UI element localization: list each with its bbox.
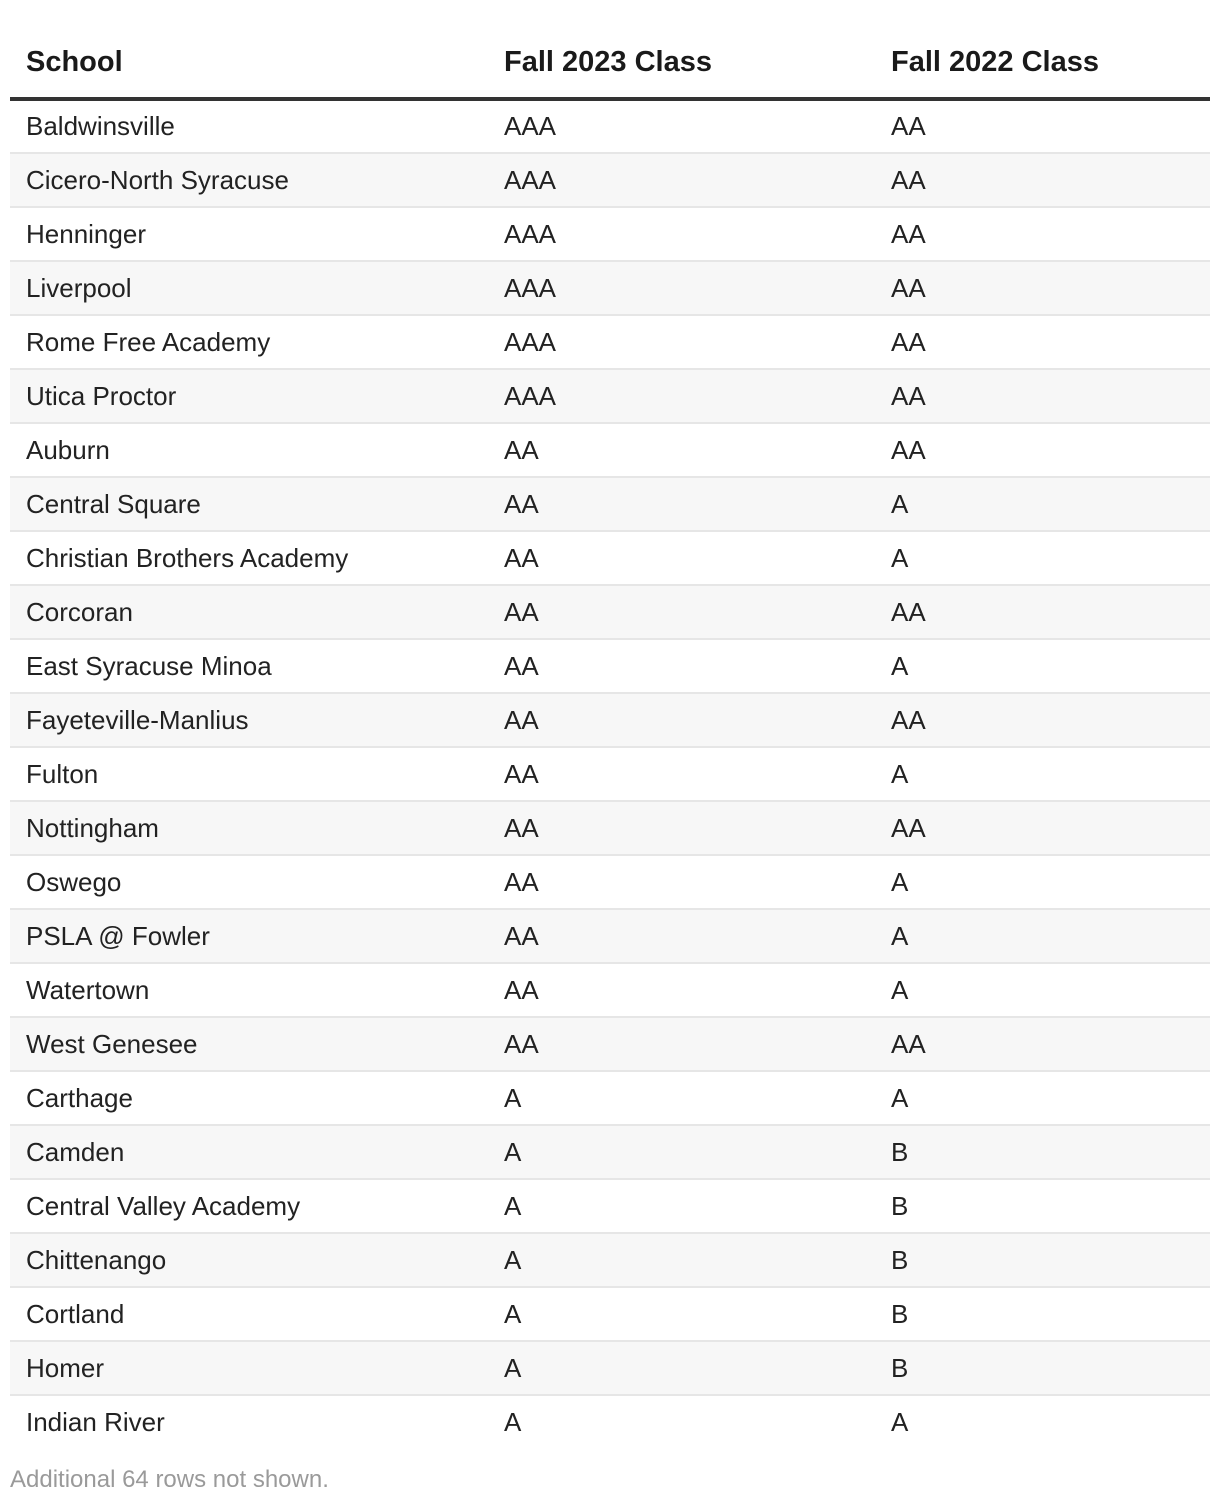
cell-school: Utica Proctor bbox=[10, 369, 488, 423]
table-row bbox=[10, 693, 1210, 747]
cell-fall-2023-class: AA bbox=[488, 963, 875, 1017]
cell-fall-2022-class: AA bbox=[875, 801, 1210, 855]
table-row bbox=[10, 1017, 1210, 1071]
column-header-fall-2023-class: Fall 2023 Class bbox=[488, 0, 875, 99]
cell-school: Baldwinsville bbox=[10, 99, 488, 153]
cell-school: Oswego bbox=[10, 855, 488, 909]
cell-fall-2022-class: AA bbox=[875, 585, 1210, 639]
cell-school: East Syracuse Minoa bbox=[10, 639, 488, 693]
cell-fall-2023-class: AA bbox=[488, 585, 875, 639]
cell-fall-2022-class: A bbox=[875, 639, 1210, 693]
cell-fall-2022-class: AA bbox=[875, 315, 1210, 369]
cell-fall-2022-class: AA bbox=[875, 261, 1210, 315]
cell-school: Central Square bbox=[10, 477, 488, 531]
cell-fall-2023-class: AAA bbox=[488, 207, 875, 261]
column-header-fall-2022-class: Fall 2022 Class bbox=[875, 0, 1210, 99]
cell-fall-2022-class: A bbox=[875, 855, 1210, 909]
cell-school: Watertown bbox=[10, 963, 488, 1017]
cell-fall-2022-class: AA bbox=[875, 369, 1210, 423]
cell-fall-2022-class: AA bbox=[875, 693, 1210, 747]
table-row bbox=[10, 207, 1210, 261]
cell-fall-2023-class: AA bbox=[488, 1017, 875, 1071]
table-row bbox=[10, 1341, 1210, 1395]
cell-fall-2022-class: AA bbox=[875, 207, 1210, 261]
table-row bbox=[10, 315, 1210, 369]
cell-school: Liverpool bbox=[10, 261, 488, 315]
cell-fall-2022-class: A bbox=[875, 963, 1210, 1017]
rows-not-shown-note: Additional 64 rows not shown. bbox=[10, 1466, 329, 1493]
table-header bbox=[10, 0, 1210, 99]
cell-school: Camden bbox=[10, 1125, 488, 1179]
table-row bbox=[10, 909, 1210, 963]
cell-fall-2023-class: AAA bbox=[488, 153, 875, 207]
table-body bbox=[10, 99, 1210, 1449]
cell-school: Homer bbox=[10, 1341, 488, 1395]
cell-fall-2022-class: B bbox=[875, 1125, 1210, 1179]
table-row bbox=[10, 639, 1210, 693]
table-row bbox=[10, 585, 1210, 639]
cell-fall-2023-class: AA bbox=[488, 693, 875, 747]
cell-fall-2023-class: A bbox=[488, 1125, 875, 1179]
cell-school: West Genesee bbox=[10, 1017, 488, 1071]
cell-fall-2022-class: A bbox=[875, 1071, 1210, 1125]
cell-fall-2022-class: B bbox=[875, 1179, 1210, 1233]
cell-fall-2022-class: A bbox=[891, 1407, 909, 1437]
table-row bbox=[10, 1179, 1210, 1233]
table-row bbox=[10, 261, 1210, 315]
table-row bbox=[10, 1125, 1210, 1179]
cell-fall-2023-class: AAA bbox=[488, 261, 875, 315]
cell-fall-2023-class: A bbox=[488, 1233, 875, 1287]
table-row bbox=[10, 423, 1210, 477]
cell-fall-2023-class: AA bbox=[488, 639, 875, 693]
cell-fall-2023-class: AA bbox=[488, 423, 875, 477]
cell-fall-2022-class: A bbox=[875, 477, 1210, 531]
cell-fall-2023-class: A bbox=[504, 1407, 522, 1437]
cell-fall-2022-class: A bbox=[875, 909, 1210, 963]
cell-school: Central Valley Academy bbox=[10, 1179, 488, 1233]
cell-school: Corcoran bbox=[10, 585, 488, 639]
cell-school: PSLA @ Fowler bbox=[10, 909, 488, 963]
cell-fall-2022-class: AA bbox=[875, 423, 1210, 477]
cell-fall-2022-class: B bbox=[875, 1233, 1210, 1287]
table-row bbox=[10, 477, 1210, 531]
cell-fall-2023-class: AA bbox=[488, 477, 875, 531]
cell-fall-2022-class: B bbox=[875, 1341, 1210, 1395]
cell-school: Cortland bbox=[10, 1287, 488, 1341]
table-header-row bbox=[10, 0, 1210, 99]
cell-school: Cicero-North Syracuse bbox=[10, 153, 488, 207]
cell-fall-2022-class: B bbox=[875, 1287, 1210, 1341]
cell-fall-2022-class: AA bbox=[875, 1017, 1210, 1071]
cell-fall-2023-class: AAA bbox=[488, 315, 875, 369]
table-row bbox=[10, 99, 1210, 153]
table-row bbox=[10, 1395, 1210, 1449]
table-row bbox=[10, 855, 1210, 909]
cell-school: Indian River bbox=[26, 1407, 165, 1437]
cell-school: Fayeteville-Manlius bbox=[10, 693, 488, 747]
cell-fall-2023-class: AAA bbox=[488, 99, 875, 153]
table-row bbox=[10, 747, 1210, 801]
cell-school: Nottingham bbox=[10, 801, 488, 855]
table-row bbox=[10, 1287, 1210, 1341]
cell-fall-2023-class: AA bbox=[488, 855, 875, 909]
cell-fall-2023-class: AAA bbox=[488, 369, 875, 423]
cell-fall-2023-class: A bbox=[488, 1341, 875, 1395]
cell-fall-2022-class: AA bbox=[875, 99, 1210, 153]
cell-school: Auburn bbox=[10, 423, 488, 477]
cell-school: Christian Brothers Academy bbox=[10, 531, 488, 585]
column-header-school: School bbox=[10, 0, 488, 99]
table-row bbox=[10, 153, 1210, 207]
school-classification-table-container bbox=[10, 0, 1210, 1449]
table-row bbox=[10, 801, 1210, 855]
school-classification-table bbox=[10, 0, 1210, 1449]
cell-fall-2023-class: A bbox=[488, 1287, 875, 1341]
cell-fall-2023-class: AA bbox=[488, 747, 875, 801]
cell-school: Chittenango bbox=[10, 1233, 488, 1287]
cell-fall-2023-class: AA bbox=[488, 531, 875, 585]
cell-school: Henninger bbox=[10, 207, 488, 261]
cell-school: Fulton bbox=[10, 747, 488, 801]
cell-fall-2022-class: A bbox=[875, 747, 1210, 801]
cell-fall-2023-class: AA bbox=[488, 909, 875, 963]
cell-school: Carthage bbox=[10, 1071, 488, 1125]
table-row bbox=[10, 531, 1210, 585]
cell-fall-2023-class: AA bbox=[488, 801, 875, 855]
cell-fall-2022-class: AA bbox=[875, 153, 1210, 207]
table-row bbox=[10, 963, 1210, 1017]
table-row bbox=[10, 1071, 1210, 1125]
cell-fall-2023-class: A bbox=[488, 1179, 875, 1233]
table-row bbox=[10, 1233, 1210, 1287]
cell-school: Rome Free Academy bbox=[10, 315, 488, 369]
cell-fall-2023-class: A bbox=[488, 1071, 875, 1125]
cell-fall-2022-class: A bbox=[875, 531, 1210, 585]
table-row bbox=[10, 369, 1210, 423]
